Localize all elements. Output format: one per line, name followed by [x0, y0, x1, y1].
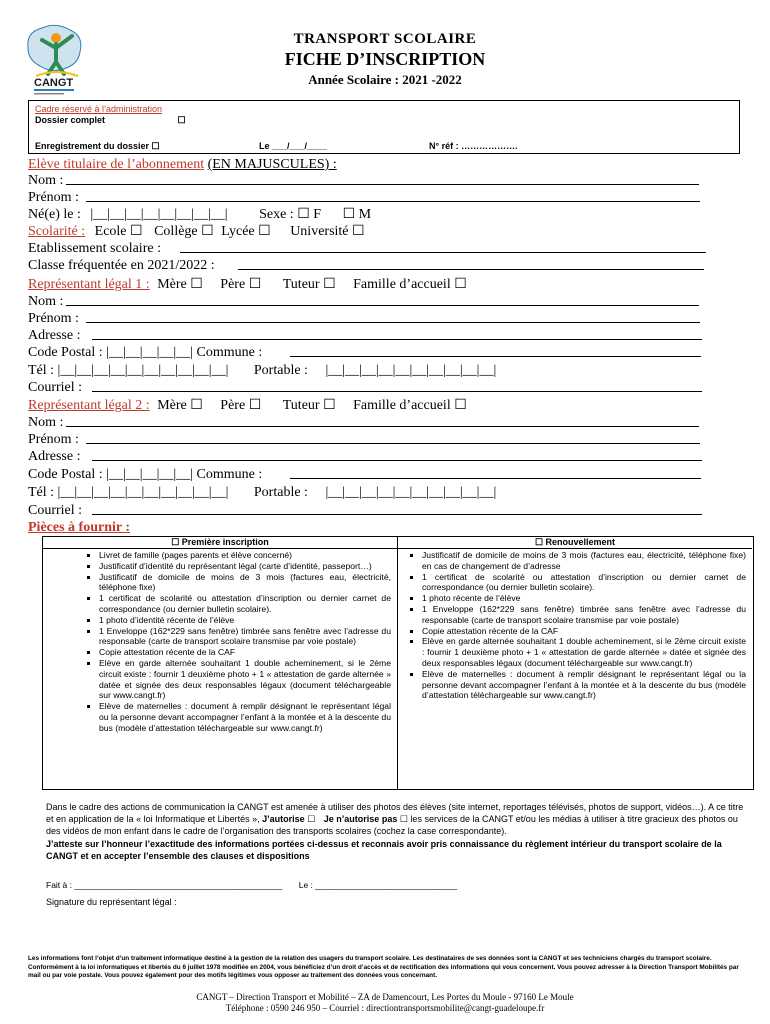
consent-text-2: les services de la CANGT et/ou les médias à utiliser à titre gracieux des photos ou des vidéos de mon enfant dans le cadre de l’organisation des transports scolaires (cochez la case correspondante). — [46, 814, 738, 836]
piece-item: ▪ 1 certificat de scolarité ou attestation d’inscription ou dernier carnet de correspondance (ou dernier bulletin scolaire). — [99, 593, 391, 615]
sexe-label: Sexe : — [259, 207, 294, 222]
dossier-complet-label: Dossier complet — [35, 115, 106, 125]
dossier-complet-checkbox[interactable]: ☐ — [177, 115, 186, 125]
rep1-famille-label: Famille d’accueil — [353, 277, 451, 292]
etablissement-label: Etablissement scolaire : — [28, 241, 161, 256]
sexe-m-checkbox[interactable]: ☐ — [342, 207, 356, 222]
eleve-nom-input[interactable] — [66, 184, 699, 185]
college-label: Collège — [154, 224, 198, 239]
enregistrement-checkbox[interactable]: ☐ — [151, 141, 160, 151]
rep2-adresse-input[interactable] — [92, 460, 702, 461]
consent-paragraph — [46, 801, 752, 837]
rep2-mere-checkbox[interactable]: ☐ — [190, 398, 203, 413]
renouvellement-header[interactable]: ☐ Renouvellement — [398, 537, 752, 549]
rep2-cp-boxes[interactable]: |__|__|__|__|__| — [106, 467, 193, 482]
rep2-portable-boxes[interactable]: |__|__|__|__|__|__|__|__|__|__| — [325, 485, 497, 500]
autorise-checkbox[interactable]: ☐ — [307, 814, 316, 824]
rep2-commune-input[interactable] — [290, 478, 701, 479]
rep2-tel-boxes[interactable]: |__|__|__|__|__|__|__|__|__|__| — [57, 485, 229, 500]
rep1-adresse-label: Adresse : — [28, 328, 81, 343]
enregistrement-row — [35, 141, 160, 152]
rep1-prenom-label: Prénom : — [28, 311, 79, 326]
eleve-naissance-row — [28, 206, 371, 223]
eleve-heading: Elève titulaire de l’abonnement — [28, 157, 205, 172]
scolarite-row — [28, 223, 365, 240]
rep1-cp-label: Code Postal : — [28, 345, 103, 360]
piece-item: ▪ 1 photo d’identité récente de l’élève — [99, 615, 391, 626]
eleve-heading-suffix: (EN MAJUSCULES) : — [207, 157, 337, 172]
rep2-courriel-label: Courriel : — [28, 503, 83, 518]
footer-address: CANGT – Direction Transport et Mobilité – ZA de Damencourt, Les Portes du Moule - 97160 Le Moule — [196, 992, 574, 1002]
rep2-nom-input[interactable] — [66, 426, 699, 427]
lycee-label: Lycée — [221, 224, 255, 239]
scolarite-heading: Scolarité : — [28, 224, 86, 239]
rep1-adresse-input[interactable] — [92, 339, 702, 340]
rep2-commune-label: Commune : — [196, 467, 263, 482]
renouvellement-list — [398, 550, 752, 701]
consent-text-1: Dans le cadre des actions de communication la CANGT est amenée à utiliser des photos des élèves (site internet, reportages télévisés, photos de support, vidéos…). A ce titre et en application de la « loi Informatique et Libertés », — [46, 802, 744, 824]
eleve-heading-row — [28, 156, 337, 173]
rep2-famille-checkbox[interactable]: ☐ — [454, 398, 467, 413]
rep2-pere-label: Père — [220, 398, 246, 413]
legal-footer: Les informations font l’objet d’un traitement informatique destiné à la gestion de la relation des usagers du transport scolaire. Les destinataires de ses données sont la CANGT et ses techniciens chargés du transport scolaire. Conformément à la loi informatiques et libertés du 6 juillet 1978 modifiée en 2004, vous bénéficiez d’un droit d’accès et de rectification des informations qui vous concernent. Vous pouvez adresser à la Direction Transport Mobilités par mail ou par voie postale. Vous pouvez également pour des motifs légitimes vous opposer au traitement des données vous concernant. — [28, 955, 739, 979]
rep2-heading-row — [28, 397, 467, 414]
rep1-tuteur-checkbox[interactable]: ☐ — [323, 277, 336, 292]
sexe-f-label: F — [313, 207, 322, 222]
rep2-cp-row — [28, 466, 262, 483]
rep1-courriel-label: Courriel : — [28, 380, 83, 395]
rep1-pere-checkbox[interactable]: ☐ — [248, 277, 262, 292]
rep2-tel-label: Tél : — [28, 485, 55, 500]
piece-item: ▪ Copie attestation récente de la CAF — [422, 626, 746, 637]
piece-item: ▪ Elève en garde alternée souhaitant 1 double acheminement, si le 2ème circuit existe : fournir 1 deuxième photo + 1 « attestation de garde alternée » datée et signée des deux responsables légaux (document téléchargeable sur www.cangt.fr) — [422, 636, 746, 668]
rep1-heading: Représentant légal 1 : — [28, 277, 150, 292]
piece-item: ▪ Copie attestation récente de la CAF — [99, 647, 391, 658]
rep1-mere-label: Mère — [157, 277, 187, 292]
piece-item: ▪ 1 certificat de scolarité ou attestation d’inscription ou dernier carnet de correspondance (ou dernier bulletin scolaire). — [422, 572, 746, 594]
lycee-checkbox[interactable]: ☐ — [258, 224, 271, 239]
piece-item: ▪ Justificatif de domicile de moins de 3 mois (factures eau, électricité, téléphone fixe) en cas de changement de d’adresse — [422, 550, 746, 572]
rep2-pere-checkbox[interactable]: ☐ — [248, 398, 262, 413]
rep2-cp-label: Code Postal : — [28, 467, 103, 482]
eleve-nom-label: Nom : — [28, 173, 64, 188]
rep1-tel-boxes[interactable]: |__|__|__|__|__|__|__|__|__|__| — [57, 363, 229, 378]
rep1-tel-label: Tél : — [28, 363, 55, 378]
rep1-heading-row — [28, 276, 467, 293]
rep1-portable-label: Portable : — [253, 363, 308, 378]
ecole-label: Ecole — [94, 224, 127, 239]
universite-label: Université — [290, 224, 349, 239]
rep2-famille-label: Famille d’accueil — [353, 398, 451, 413]
title-fiche-inscription: FICHE D’INSCRIPTION — [284, 49, 486, 69]
rep1-cp-row — [28, 344, 262, 361]
rep2-tuteur-label: Tuteur — [282, 398, 320, 413]
rep1-portable-boxes[interactable]: |__|__|__|__|__|__|__|__|__|__| — [325, 363, 497, 378]
autorise-pas-checkbox[interactable]: ☐ — [399, 814, 408, 824]
piece-item: ▪ 1 Enveloppe (162*229 sans fenêtre) timbrée sans fenêtre avec l’adresse du responsable (carte de transport scolaire transmise par voie postale) — [99, 626, 391, 648]
renouvellement-column — [398, 537, 752, 789]
eleve-prenom-input[interactable] — [86, 201, 700, 202]
signature-label: Signature du représentant légal : — [46, 897, 177, 907]
rep1-commune-label: Commune : — [196, 345, 263, 360]
title-annee-scolaire: Année Scolaire : 2021 -2022 — [308, 72, 462, 87]
rep1-pere-label: Père — [220, 277, 246, 292]
dossier-complet-row — [35, 115, 186, 126]
rep1-commune-input[interactable] — [290, 356, 701, 357]
rep1-mere-checkbox[interactable]: ☐ — [190, 277, 203, 292]
etablissement-input[interactable] — [180, 252, 706, 253]
autorise-label: J’autorise — [262, 814, 305, 824]
admin-ref: N° réf : ………………. — [429, 141, 518, 151]
piece-item: ▪ Livret de famille (pages parents et élève concerné) — [99, 550, 391, 561]
piece-item: ▪ Justificatif d’identité du représentant légal (carte d’identité, passeport…) — [99, 561, 391, 572]
rep2-adresse-label: Adresse : — [28, 449, 81, 464]
enregistrement-label: Enregistrement du dossier — [35, 141, 150, 151]
rep2-portable-label: Portable : — [253, 485, 308, 500]
date-naissance-boxes[interactable]: |__|__|__|__|__|__|__|__| — [90, 207, 228, 222]
premiere-inscription-list — [43, 550, 397, 734]
rep2-tuteur-checkbox[interactable]: ☐ — [323, 398, 336, 413]
rep2-courriel-input[interactable] — [92, 514, 702, 515]
date-field[interactable]: Le : ______________________________ — [298, 880, 458, 890]
classe-label: Classe fréquentée en 2021/2022 : — [28, 258, 215, 273]
rep1-tel-row — [28, 362, 496, 379]
pieces-heading: Pièces à fournir : — [28, 520, 130, 535]
piece-item: ▪ Elève de maternelles : document à remplir désignant le représentant légal ou la personne devant accompagner l’enfant à la montée et à la descente du bus (modèle d’attestation téléchargeable sur www.cangt.fr) — [99, 701, 391, 733]
fait-a-row — [46, 879, 752, 891]
college-checkbox[interactable]: ☐ — [201, 224, 214, 239]
premiere-inscription-header[interactable]: ☐ Première inscription — [43, 537, 397, 549]
rep2-prenom-input[interactable] — [86, 443, 700, 444]
rep2-heading: Représentant légal 2 : — [28, 398, 150, 413]
piece-item: ▪ Elève en garde alternée souhaitant 1 double acheminement, si le 2ème circuit existe : fournir 1 deuxième photo + 1 « attestation de garde alternée » datée et signée des deux responsables légaux (document téléchargeable sur www.cangt.fr) — [99, 658, 391, 701]
eleve-prenom-label: Prénom : — [28, 190, 79, 205]
pieces-heading-row — [28, 519, 130, 536]
universite-checkbox[interactable]: ☐ — [352, 224, 365, 239]
title-transport-scolaire: TRANSPORT SCOLAIRE — [293, 31, 477, 47]
rep1-nom-label: Nom : — [28, 294, 64, 309]
piece-item: ▪ Justificatif de domicile de moins de 3 mois (factures eau, électricité, téléphone fixe) — [99, 572, 391, 594]
admin-date: Le ___/___/____ — [259, 141, 328, 151]
admin-box — [28, 100, 740, 154]
ecole-checkbox[interactable]: ☐ — [130, 224, 143, 239]
rep2-mere-label: Mère — [157, 398, 187, 413]
rep1-nom-input[interactable] — [66, 305, 699, 306]
premiere-inscription-column — [43, 537, 398, 789]
ne-le-label: Né(e) le : — [28, 207, 81, 222]
admin-label: Cadre réservé à l’administration — [35, 104, 163, 114]
rep1-prenom-input[interactable] — [86, 322, 700, 323]
logo-text: CANGT — [34, 77, 74, 89]
footer-contact: Téléphone : 0590 246 950 – Courriel : directiontransportsmobilite@cangt-guadeloupe.fr — [225, 1003, 545, 1013]
piece-item: ▪ Elève de maternelles : document à remplir désignant le représentant légal ou la personne devant accompagner l’enfant à la montée et à la descente du bus (modèle d’attestation téléchargeable sur www.cangt.fr) — [422, 669, 746, 701]
pieces-table — [42, 536, 754, 790]
rep1-tuteur-label: Tuteur — [282, 277, 320, 292]
rep1-famille-checkbox[interactable]: ☐ — [454, 277, 467, 292]
rep2-prenom-label: Prénom : — [28, 432, 79, 447]
attestation-text: J’atteste sur l’honneur l’exactitude des informations portées ci-dessus et reconnais avoir pris connaissance du règlement intérieur du transport scolaire de la CANGT et en accepter l’ensemble des clauses et dispositions — [46, 839, 722, 861]
autorise-pas-label: Je n’autorise pas — [323, 814, 398, 824]
piece-item: ▪ 1 Enveloppe (162*229 sans fenêtre) timbrée sans fenêtre avec l’adresse du responsable (carte de transport scolaire transmise par voie postale) — [422, 604, 746, 626]
sexe-f-checkbox[interactable]: ☐ — [297, 207, 310, 222]
rep2-nom-label: Nom : — [28, 415, 64, 430]
rep2-tel-row — [28, 484, 496, 501]
rep1-courriel-input[interactable] — [92, 391, 702, 392]
fait-a-field[interactable]: Fait à : ____________________________________________ — [46, 880, 283, 890]
sexe-m-label: M — [358, 207, 372, 222]
rep1-cp-boxes[interactable]: |__|__|__|__|__| — [106, 345, 193, 360]
piece-item: ▪ 1 photo récente de l’élève — [422, 593, 746, 604]
classe-input[interactable] — [238, 269, 704, 270]
